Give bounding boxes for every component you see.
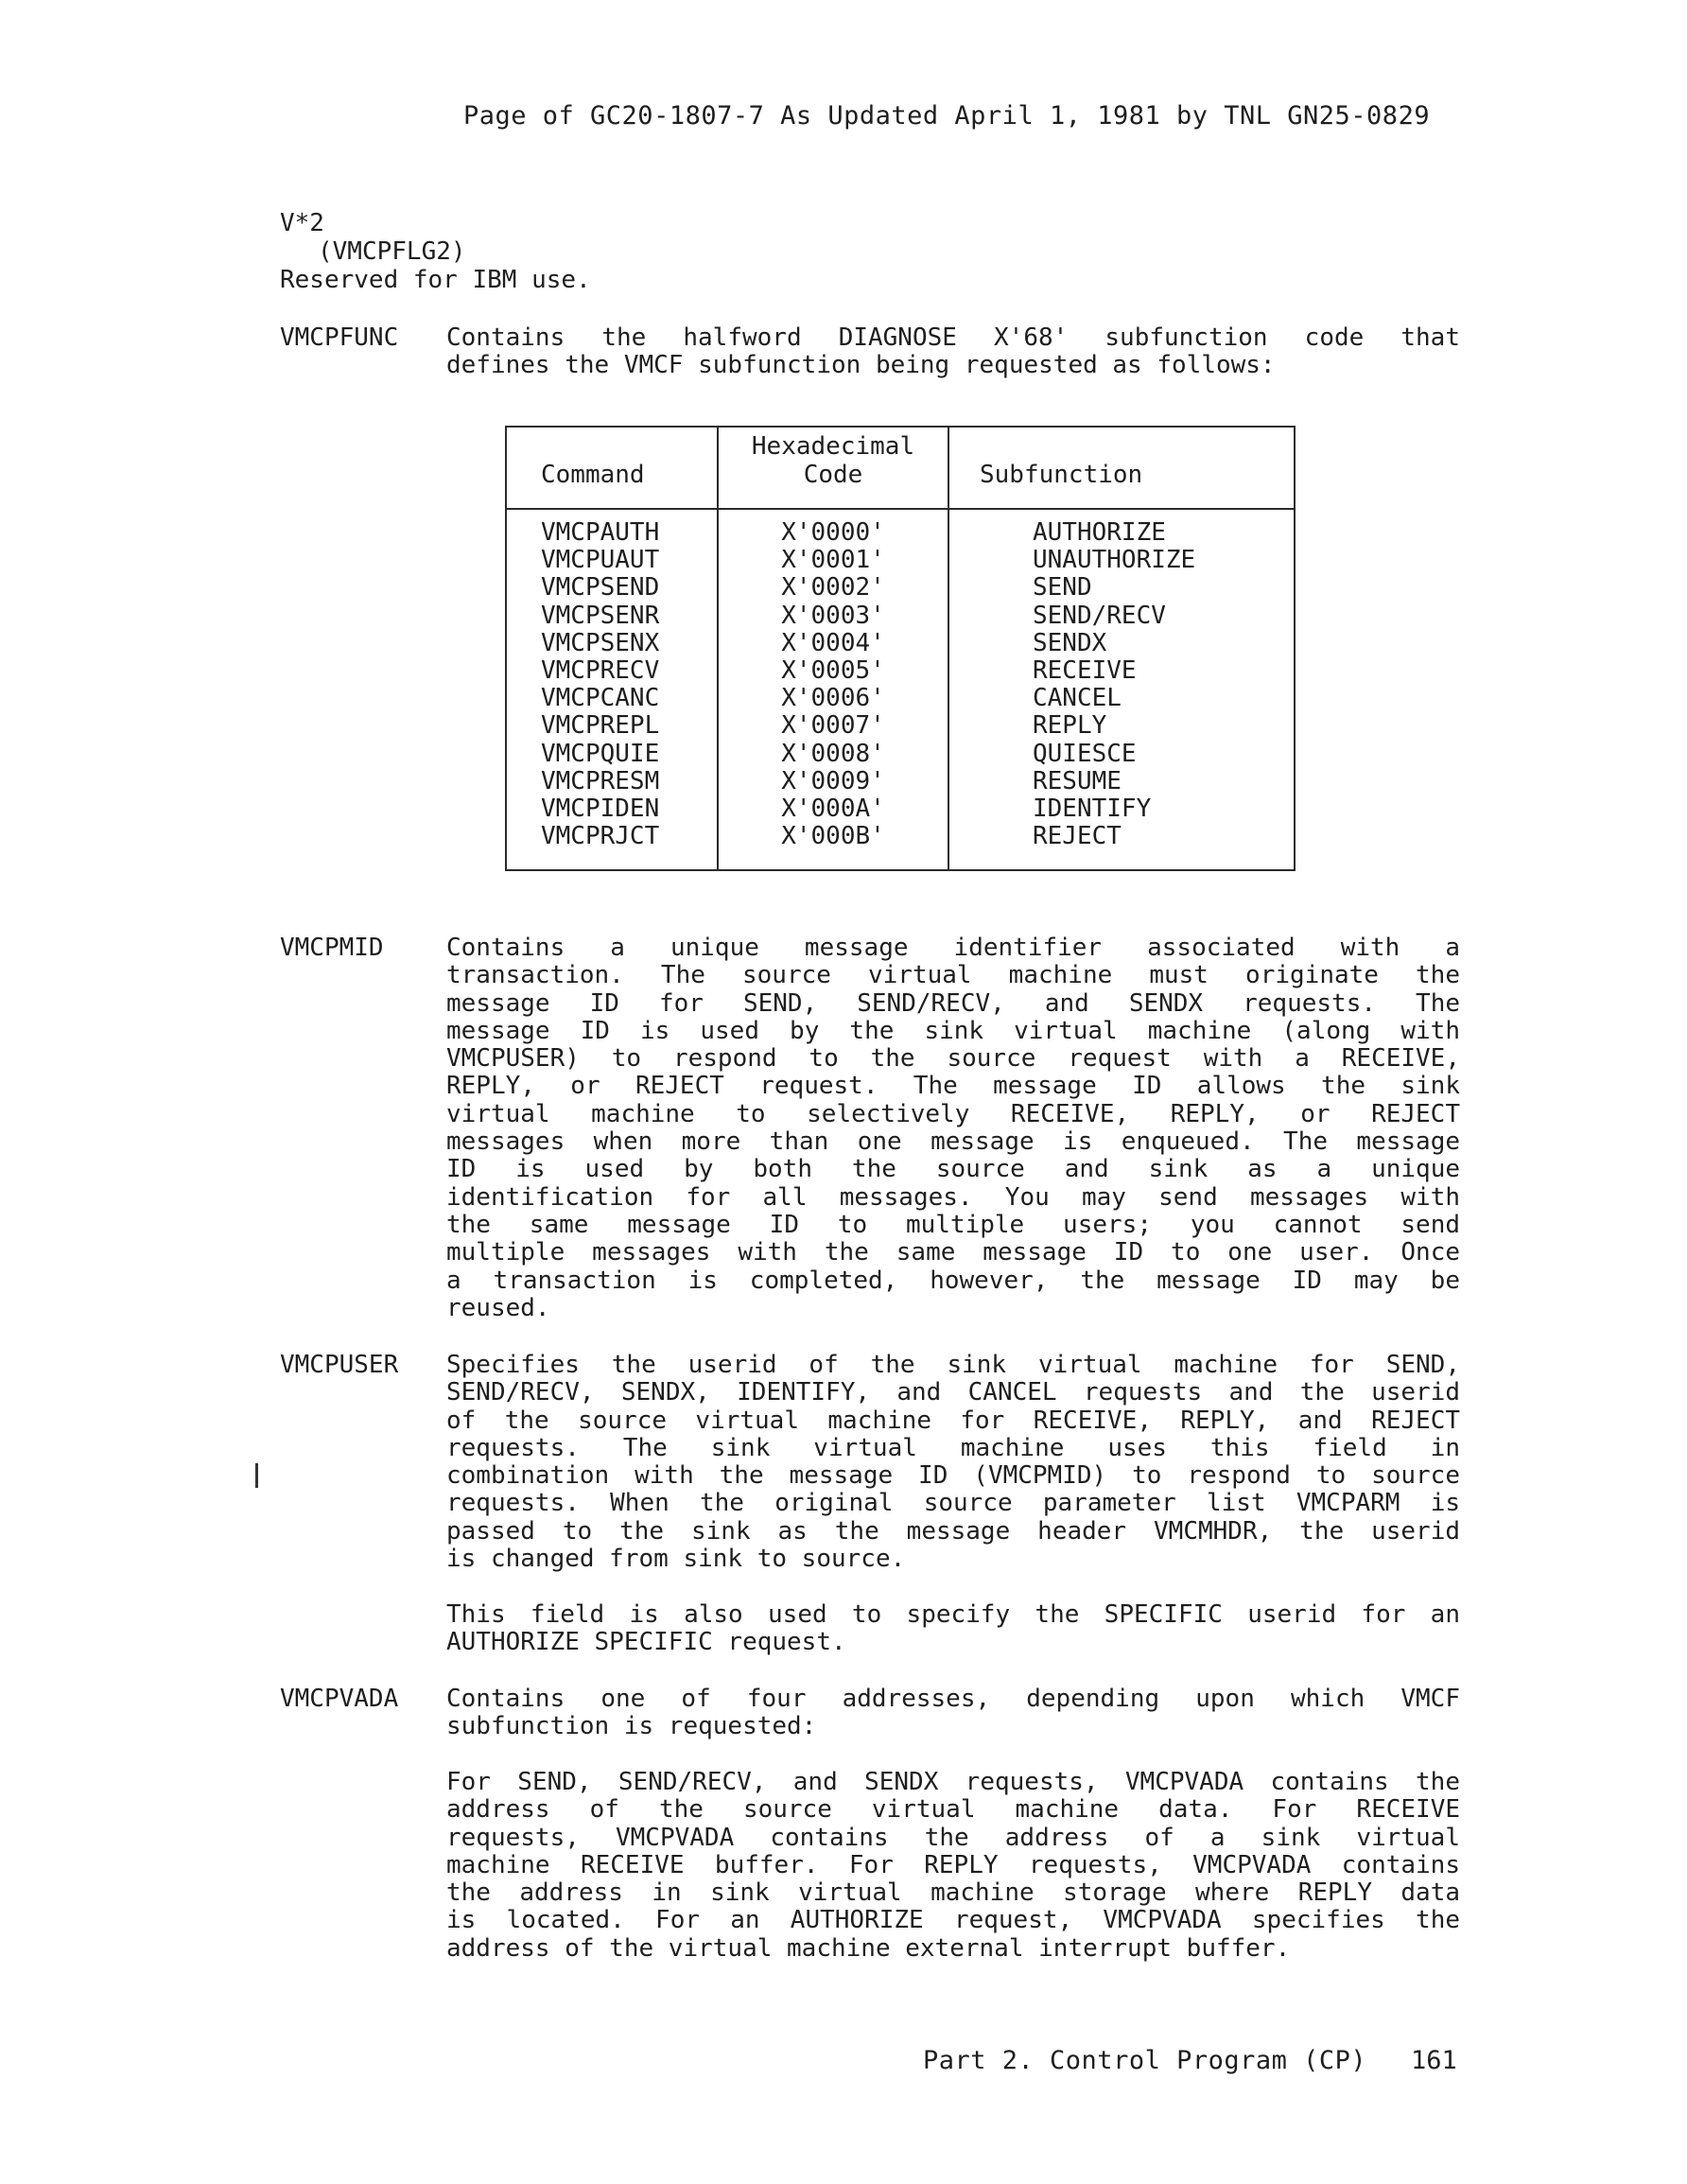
paragraph-line: AUTHORIZE SPECIFIC request. (446, 1628, 846, 1657)
field-term-vmcpvada: VMCPVADA (280, 1685, 399, 1713)
table-cell-subfunction: SEND (1033, 573, 1092, 603)
table-header-subfunction: Subfunction (980, 461, 1143, 489)
paragraph-line: Contains one of four addresses, depending upon which VMCF (446, 1685, 1460, 1713)
table-cell-command: VMCPSENR (541, 601, 660, 630)
field-description-vmcpfunc (446, 324, 1460, 380)
table-cell-code: X'0008' (781, 739, 885, 768)
table-cell-command: VMCPCANC (541, 684, 660, 713)
paragraph-line: requests. The sink virtual machine uses this field in (446, 1433, 1460, 1462)
table-cell-code: X'000B' (781, 822, 885, 851)
table-cell-subfunction: CANCEL (1033, 684, 1122, 713)
paragraph-line: SEND/RECV, SENDX, IDENTIFY, and CANCEL requests and the userid (446, 1378, 1460, 1407)
paragraph-line: identification for all messages. You may send messages with (446, 1182, 1460, 1212)
paragraph-line: is located. For an AUTHORIZE request, VMCPVADA specifies the (446, 1906, 1460, 1935)
table-cell-command: VMCPSENX (541, 628, 660, 657)
paragraph-line: transaction. The source virtual machine must originate the (446, 961, 1460, 990)
table-column-divider (948, 426, 949, 869)
page-number: 161 (1411, 2046, 1457, 2075)
paragraph-line: of the source virtual machine for RECEIVE, REPLY, and REJECT (446, 1406, 1460, 1435)
paragraph-line: multiple messages with the same message ID to one user. Once (446, 1238, 1460, 1267)
table-cell-command: VMCPRECV (541, 656, 660, 685)
table-cell-command: VMCPQUIE (541, 739, 660, 768)
field-term-vmcpmid: VMCPMID (280, 934, 384, 962)
table-cell-command: VMCPSEND (541, 573, 660, 603)
table-cell-command: VMCPAUTH (541, 518, 660, 547)
table-cell-subfunction: UNAUTHORIZE (1033, 546, 1196, 575)
table-cell-command: VMCPREPL (541, 711, 660, 741)
paragraph-line: VMCPUSER) to respond to the source request with a RECEIVE, (446, 1044, 1460, 1074)
field-description-v2: Reserved for IBM use. (280, 266, 591, 294)
table-cell-code: X'0004' (781, 628, 885, 657)
field-description-vmcpuser (446, 1352, 1460, 1573)
field-description-vmcpmid (446, 935, 1460, 1322)
paragraph-line: is changed from sink to source. (446, 1545, 906, 1574)
field-description-vmcpvada-addresses (446, 1769, 1460, 1963)
paragraph-line: Contains the halfword DIAGNOSE X'68' subfunction code that (446, 323, 1460, 352)
field-term-v2: V*2 (280, 209, 324, 237)
paragraph-line: machine RECEIVE buffer. For REPLY requests, VMCPVADA contains (446, 1850, 1460, 1879)
field-description-vmcpuser-specific (446, 1601, 1460, 1657)
table-cell-code: X'0002' (781, 573, 885, 603)
paragraph-line: message ID for SEND, SEND/RECV, and SENDX requests. The (446, 988, 1460, 1018)
paragraph-line: This field is also used to specify the SPECIFIC userid for an (446, 1600, 1460, 1629)
table-cell-command: VMCPRESM (541, 766, 660, 795)
table-column-divider (717, 426, 719, 869)
page-footer: Part 2. Control Program (CP) (923, 2046, 1367, 2075)
table-cell-code: X'0006' (781, 684, 885, 713)
field-term-vmcpfunc: VMCPFUNC (280, 323, 399, 352)
table-cell-code: X'0007' (781, 711, 885, 741)
paragraph-line: a transaction is completed, however, the message ID may be (446, 1266, 1460, 1295)
table-cell-code: X'0001' (781, 546, 885, 575)
paragraph-line: Contains a unique message identifier associated with a (446, 934, 1460, 962)
subfunction-table (505, 426, 1294, 869)
paragraph-line: address of the source virtual machine data. For RECEIVE (446, 1795, 1460, 1825)
paragraph-line: combination with the message ID (VMCPMID) to respond to source (446, 1461, 1460, 1491)
table-cell-code: X'0009' (781, 766, 885, 795)
table-cell-code: X'0003' (781, 601, 885, 630)
table-cell-command: VMCPRJCT (541, 822, 660, 851)
paragraph-line: requests. When the original source parameter list VMCPARM is (446, 1489, 1460, 1518)
table-cell-subfunction: RESUME (1033, 766, 1122, 795)
field-description-vmcpvada (446, 1686, 1460, 1741)
paragraph-line: reused. (446, 1293, 550, 1322)
table-cell-command: VMCPUAUT (541, 546, 660, 575)
table-cell-subfunction: QUIESCE (1033, 739, 1137, 768)
table-cell-subfunction: REJECT (1033, 822, 1122, 851)
field-term-vmcpuser: VMCPUSER (280, 1351, 399, 1379)
table-cell-code: X'000A' (781, 795, 885, 823)
table-header-hexadecimal: Hexadecimal (751, 432, 915, 461)
paragraph-line: For SEND, SEND/RECV, and SENDX requests, VMCPVADA contains the (446, 1768, 1460, 1796)
paragraph-line: virtual machine to selectively RECEIVE, REPLY, or REJECT (446, 1099, 1460, 1128)
table-cell-code: X'0005' (781, 656, 885, 685)
page-header: Page of GC20-1807-7 As Updated April 1, 1981 by TNL GN25-0829 (463, 101, 1431, 131)
table-header-code: Code (803, 461, 863, 489)
table-cell-subfunction: RECEIVE (1033, 656, 1137, 685)
paragraph-line: requests, VMCPVADA contains the address of a sink virtual (446, 1823, 1460, 1852)
paragraph-line: message ID is used by the sink virtual machine (along with (446, 1016, 1460, 1045)
paragraph-line: ID is used by both the source and sink as a unique (446, 1155, 1460, 1184)
paragraph-line: defines the VMCF subfunction being requested as follows: (446, 351, 1276, 380)
table-header-command: Command (541, 461, 645, 489)
table-cell-subfunction: SENDX (1033, 628, 1107, 657)
table-cell-code: X'0000' (781, 518, 885, 547)
field-name-vmcpflg2: (VMCPFLG2) (318, 237, 466, 266)
table-cell-subfunction: SEND/RECV (1033, 601, 1166, 630)
paragraph-line: address of the virtual machine external interrupt buffer. (446, 1933, 1291, 1963)
paragraph-line: REPLY, or REJECT request. The message ID allows the sink (446, 1072, 1460, 1101)
table-cell-subfunction: IDENTIFY (1033, 795, 1152, 823)
paragraph-line: the address in sink virtual machine storage where REPLY data (446, 1878, 1460, 1908)
table-cell-subfunction: REPLY (1033, 711, 1107, 741)
paragraph-line: messages when more than one message is enqueued. The message (446, 1127, 1460, 1157)
table-cell-subfunction: AUTHORIZE (1033, 518, 1166, 547)
revision-change-bar (255, 1463, 258, 1488)
paragraph-line: Specifies the userid of the sink virtual machine for SEND, (446, 1351, 1460, 1379)
table-header-divider (505, 508, 1294, 510)
table-cell-command: VMCPIDEN (541, 795, 660, 823)
paragraph-line: subfunction is requested: (446, 1712, 817, 1741)
paragraph-line: passed to the sink as the message header VMCMHDR, the userid (446, 1516, 1460, 1546)
paragraph-line: the same message ID to multiple users; you cannot send (446, 1210, 1460, 1239)
